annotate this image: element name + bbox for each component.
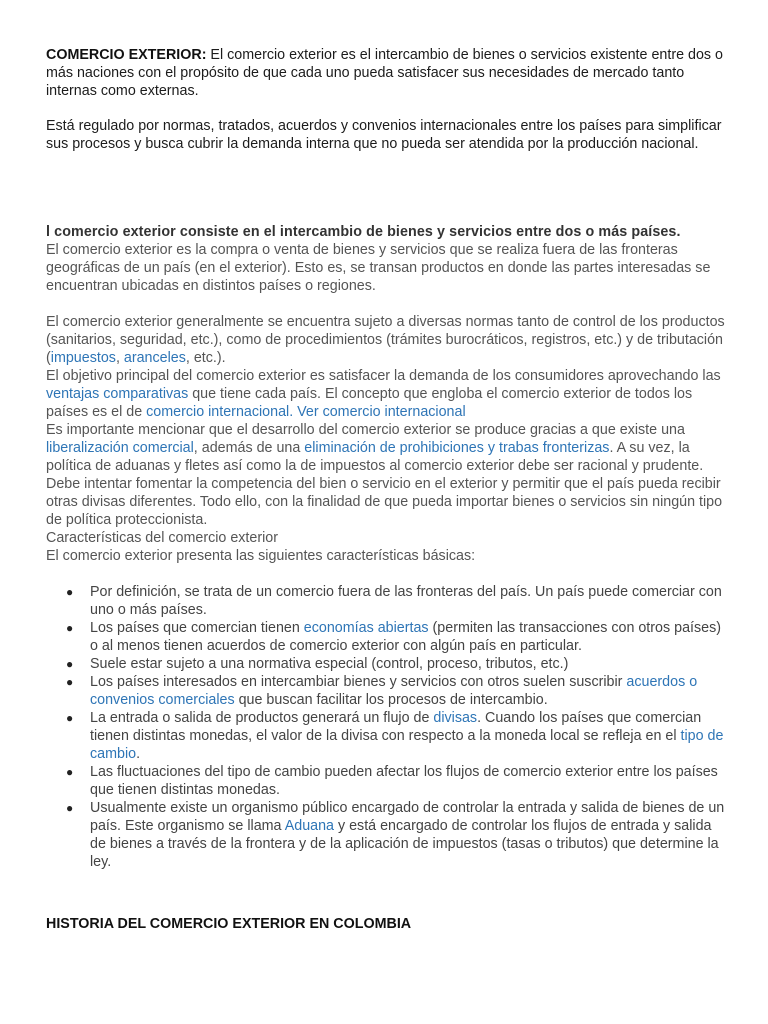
link-eliminacion-prohibiciones[interactable]: eliminación de prohibiciones y trabas fronterizas <box>304 440 610 456</box>
link-ventajas-comparativas[interactable]: ventajas comparativas <box>46 386 189 402</box>
list-item-text: Los países interesados en intercambiar bienes y servicios con otros suelen suscribir <box>90 674 627 690</box>
list-item-text: . Cuando los países que comercian tienen distintas monedas, el valor de la divisa con respecto a la moneda local se refleja en el <box>90 710 702 744</box>
list-item-text: Las fluctuaciones del tipo de cambio pueden afectar los flujos de comercio exterior entre los países que tienen distintas monedas. <box>90 764 718 798</box>
bullet-icon: ● <box>66 711 74 725</box>
intro-definition-text: El comercio exterior es el intercambio de bienes o servicios existente entre dos o más naciones con el propósito de que cada uno pueda satisfacer sus necesidades de mercado tanto internas como externas. <box>46 47 723 99</box>
intro-regulation: Está regulado por normas, tratados, acuerdos y convenios internacionales entre los países para simplificar sus procesos y busca cubrir la demanda interna que no pueda ser atendida por la producción nacional. <box>46 118 722 152</box>
link-comercio-internacional[interactable]: comercio internacional <box>146 404 290 420</box>
norms-text-b: , <box>115 350 124 366</box>
article-lead-text: El comercio exterior es la compra o venta de bienes y servicios que se realiza fuera de las fronteras geográficas de un país (en el exterior). Esto es, se transan productos en donde las partes interesadas se encuentran ubicadas en distintos países o regiones. <box>46 242 711 294</box>
list-item <box>46 709 726 763</box>
document-page <box>46 46 726 933</box>
list-item-text: Suele estar sujeto a una normativa especial (control, proceso, tributos, etc.) <box>90 656 569 672</box>
list-item-text: Los países que comercian tienen <box>90 620 304 636</box>
list-item <box>46 583 726 619</box>
link-ver-comercio-internacional[interactable]: Ver comercio internacional <box>297 404 466 420</box>
objective-text-a: El objetivo principal del comercio exterior es satisfacer la demanda de los consumidores aprovechando las <box>46 368 721 384</box>
bullet-icon: ● <box>66 765 74 779</box>
link-aduana[interactable]: Aduana <box>284 818 334 834</box>
list-item-text: Usualmente existe un organismo público encargado de controlar la entrada y salida de bienes de un país. Este organismo se llama <box>90 800 725 834</box>
bullet-icon: ● <box>66 657 74 671</box>
characteristics-intro: El comercio exterior presenta las siguientes características básicas: <box>46 548 476 564</box>
important-text-c: . A su vez, la política de aduanas y fletes así como la de impuestos al comercio exterior debe ser racional y prudente. Debe intentar fomentar la competencia del bien o servicio en el exterior y permitir que el país pueda recibir otras divisas diferentes. Todo ello, con la finalidad de que pueda importar bienes o servicios sin ningún tipo de política proteccionista. <box>46 440 723 528</box>
list-item-text: Por definición, se trata de un comercio fuera de las fronteras del país. Un país puede comerciar con uno o más países. <box>90 584 722 618</box>
link-liberalizacion-comercial[interactable]: liberalización comercial <box>46 440 194 456</box>
characteristics-title: Características del comercio exterior <box>46 530 279 546</box>
list-item <box>46 763 726 799</box>
objective-text-c: . <box>289 404 298 420</box>
article-lead-bold: l comercio exterior consiste en el intercambio de bienes y servicios entre dos o más países. <box>46 224 681 240</box>
list-item-text: y está encargado de controlar los flujos de entrada y salida de bienes a través de la frontera y de la aplicación de impuestos (tasas o tributos) que determine la ley. <box>90 818 719 870</box>
link-impuestos[interactable]: impuestos <box>50 350 116 366</box>
bullet-icon: ● <box>66 585 74 599</box>
link-aranceles[interactable]: aranceles <box>123 350 186 366</box>
link-economias-abiertas[interactable]: economías abiertas <box>303 620 429 636</box>
list-item <box>46 799 726 871</box>
list-item <box>46 673 726 709</box>
list-item-text: que buscan facilitar los procesos de intercambio. <box>234 692 548 708</box>
list-item <box>46 619 726 655</box>
intro-definition <box>46 46 726 100</box>
list-item-text: . <box>136 746 141 762</box>
norms-text-a: El comercio exterior generalmente se encuentra sujeto a diversas normas tanto de control de los productos (sanitarios, seguridad, etc.), como de procedimientos (trámites burocráticos, registros, etc.) y de tributación ( <box>46 314 725 366</box>
objective-text-b: que tiene cada país. El concepto que engloba el comercio exterior de todos los países es el de <box>46 386 693 420</box>
norms-text-c: , etc.). <box>185 350 226 366</box>
history-heading: HISTORIA DEL COMERCIO EXTERIOR EN COLOMBIA <box>46 916 412 932</box>
list-item-text: La entrada o salida de productos generará un flujo de <box>90 710 434 726</box>
list-item <box>46 655 726 673</box>
article-body <box>46 313 726 565</box>
intro-term: COMERCIO EXTERIOR: <box>46 47 207 63</box>
characteristics-list <box>46 583 726 871</box>
important-text-b: , además de una <box>193 440 305 456</box>
important-text-a: Es importante mencionar que el desarrollo del comercio exterior se produce gracias a que existe una <box>46 422 685 438</box>
article-lead <box>46 223 726 295</box>
bullet-icon: ● <box>66 675 74 689</box>
bullet-icon: ● <box>66 801 74 815</box>
bullet-icon: ● <box>66 621 74 635</box>
link-acuerdos-convenios[interactable]: acuerdos o convenios comerciales <box>90 674 698 708</box>
link-tipo-de-cambio[interactable]: tipo de cambio <box>90 728 724 762</box>
list-item-text: (permiten las transacciones con otros países) o al menos tienen acuerdos de comercio exterior con algún país en particular. <box>90 620 722 654</box>
link-divisas[interactable]: divisas <box>433 710 478 726</box>
